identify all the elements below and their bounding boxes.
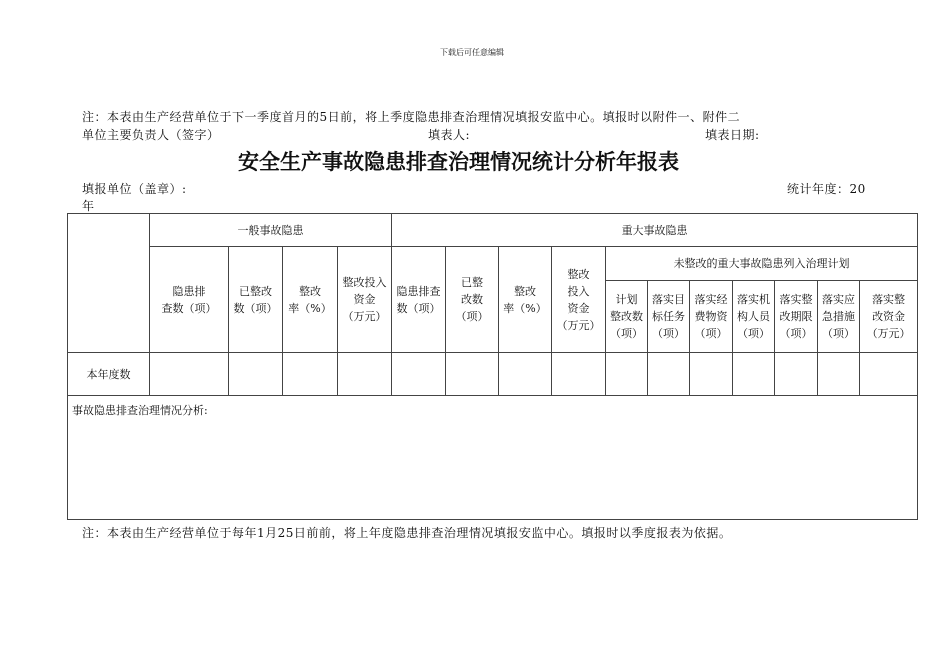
fill-date-label: 填表日期: xyxy=(705,128,760,142)
responsible-signature-label: 单位主要负责人（签字） xyxy=(82,128,220,142)
table-row xyxy=(68,353,918,396)
table-cell[interactable] xyxy=(499,353,552,396)
table-cell[interactable] xyxy=(150,353,229,396)
table-cell[interactable] xyxy=(775,353,818,396)
table-cell[interactable] xyxy=(860,353,918,396)
plan-col-header: 计划 整改数 （项） xyxy=(606,281,648,353)
statistics-year-suffix: 年 xyxy=(82,199,95,213)
analysis-label: 事故隐患排查治理情况分析: xyxy=(72,404,208,417)
reporting-unit-label: 填报单位（盖章）: xyxy=(82,182,187,196)
plan-subgroup-header: 未整改的重大事故隐患列入治理计划 xyxy=(606,247,918,281)
table-cell[interactable] xyxy=(690,353,733,396)
table-cell[interactable] xyxy=(733,353,775,396)
statistics-year-label: 统计年度：20 xyxy=(787,182,866,196)
annual-count-label: 本年度数 xyxy=(68,353,150,396)
table-header-row-2 xyxy=(68,247,918,281)
table-cell[interactable] xyxy=(606,353,648,396)
table-cell[interactable] xyxy=(338,353,392,396)
table-cell[interactable] xyxy=(229,353,283,396)
table-cell[interactable] xyxy=(283,353,338,396)
general-col-header: 整改投入 资金 （万元） xyxy=(338,247,392,353)
plan-col-header: 落实机 构人员 （项） xyxy=(733,281,775,353)
plan-col-header: 落实经 费物资 （项） xyxy=(690,281,733,353)
bottom-note: 注：本表由生产经营单位于每年1月25日前前，将上年度隐患排查治理情况填报安监中心。填报时以季度报表为依据。 xyxy=(82,526,732,540)
analysis-cell[interactable] xyxy=(68,396,918,520)
table-cell[interactable] xyxy=(552,353,606,396)
major-col-header: 整改 投入 资金 （万元） xyxy=(552,247,606,353)
plan-col-header: 落实目 标任务 （项） xyxy=(648,281,690,353)
corner-cell xyxy=(68,214,150,353)
general-col-header: 整改 率（%） xyxy=(283,247,338,353)
analysis-row xyxy=(68,396,918,520)
major-col-header: 已整 改数 （项） xyxy=(446,247,499,353)
filler-label: 填表人: xyxy=(428,128,471,142)
general-col-header: 已整改 数（项） xyxy=(229,247,283,353)
plan-col-header: 落实整 改资金 （万元） xyxy=(860,281,918,353)
general-col-header: 隐患排 查数（项） xyxy=(150,247,229,353)
table-cell[interactable] xyxy=(648,353,690,396)
major-col-header: 隐患排查 数（项） xyxy=(392,247,446,353)
top-note: 注：本表由生产经营单位于下一季度首月的5日前，将上季度隐患排查治理情况填报安监中心。填报时以附件一、附件二 xyxy=(82,110,741,124)
table-cell[interactable] xyxy=(392,353,446,396)
plan-col-header: 落实应 急措施 （项） xyxy=(818,281,860,353)
major-col-header: 整改 率（%） xyxy=(499,247,552,353)
table-cell[interactable] xyxy=(446,353,499,396)
page-header-note: 下载后可任意编辑 xyxy=(440,48,504,57)
general-hazard-group-header: 一般事故隐患 xyxy=(150,214,392,247)
table-cell[interactable] xyxy=(818,353,860,396)
report-title: 安全生产事故隐患排查治理情况统计分析年报表 xyxy=(238,150,679,174)
report-table xyxy=(67,213,918,520)
plan-col-header: 落实整 改期限 （项） xyxy=(775,281,818,353)
major-hazard-group-header: 重大事故隐患 xyxy=(392,214,918,247)
table-header-row-1 xyxy=(68,214,918,247)
